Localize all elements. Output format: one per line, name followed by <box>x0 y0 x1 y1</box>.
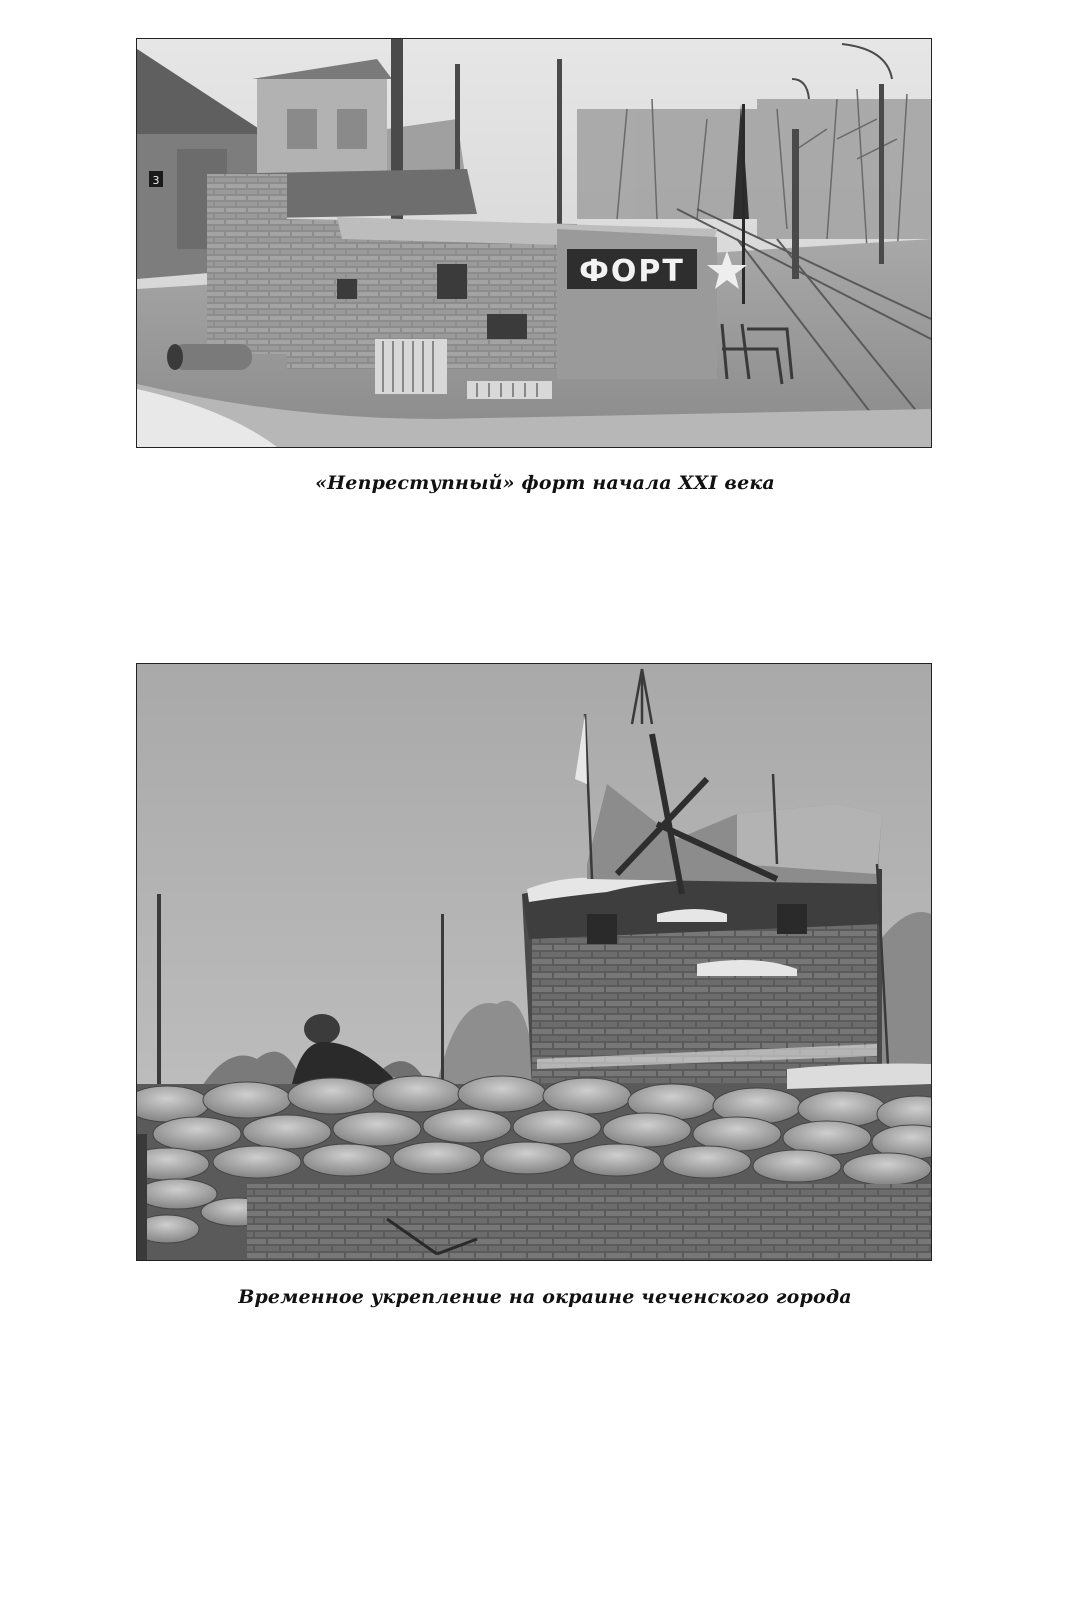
photo-brick-fort-image <box>137 39 931 447</box>
fort-sign-text: ФОРТ <box>579 254 685 289</box>
photo-brick-fort <box>136 38 932 448</box>
photo-sandbag-fortification <box>136 663 932 1261</box>
caption-sandbag-fortification: Временное укрепление на окраине чеченского города <box>238 1286 852 1308</box>
caption-brick-fort: «Непреступный» форт начала XXI века <box>315 472 775 494</box>
house-number: 3 <box>152 174 160 187</box>
photo-sandbag-fortification-image <box>137 664 931 1260</box>
